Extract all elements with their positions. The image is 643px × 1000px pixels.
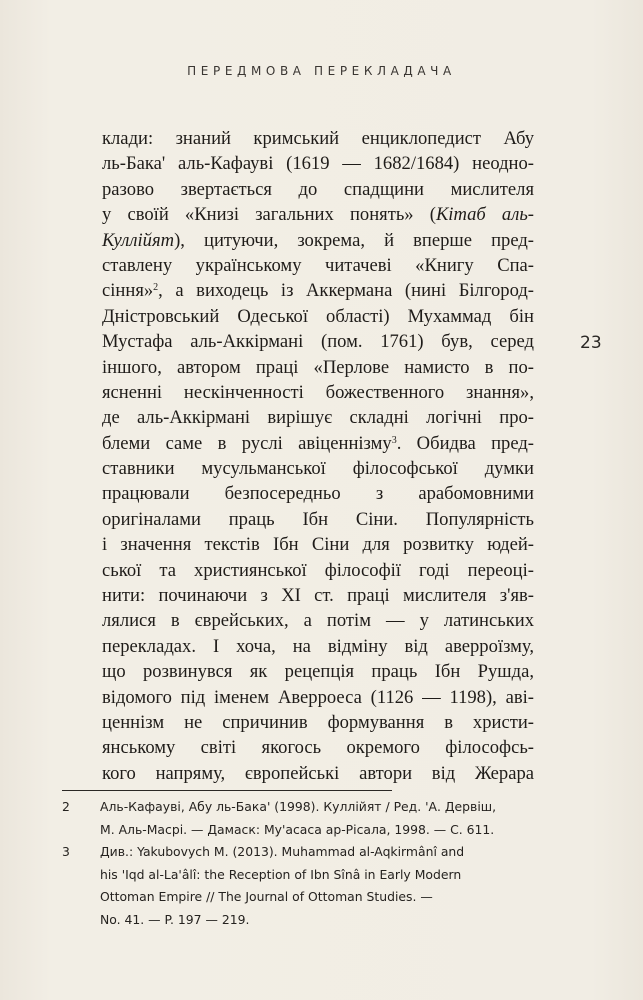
footnote-divider	[62, 790, 392, 791]
text-line	[102, 278, 534, 303]
text-line: разово звертається до спадщини мислителя	[102, 178, 534, 200]
text-line: працювали безпосередньо з арабомовними	[102, 483, 534, 505]
footnote	[62, 796, 532, 841]
text-line	[102, 431, 534, 456]
page-number: 23	[580, 333, 602, 353]
text-line: оригіналами праць Ібн Сіни. Популярність	[102, 508, 534, 530]
footnote-line: his 'Iqd al-La'âlî: the Reception of Ibn Sînâ in Early Modern	[100, 866, 462, 882]
text-line: Мустафа аль-Аккірмані (пом. 1761) був, серед	[102, 331, 534, 353]
text-line: де аль-Аккірмані вирішує складні логічні про-	[102, 407, 534, 429]
footnote-number: 3	[62, 844, 70, 859]
text-line: ської та християнської філософії годі переоці-	[102, 559, 534, 581]
footnote	[62, 841, 532, 931]
text-line	[102, 228, 534, 253]
footnote-marker: 3	[391, 434, 397, 446]
text-segment: сіння»	[102, 280, 154, 302]
footnote-line: Аль-Кафауві, Абу ль-Бака' (1998). Куллійят / Ред. 'А. Дервіш,	[100, 799, 497, 814]
footnote-marker: 2	[153, 282, 159, 294]
footnote-number: 2	[62, 799, 70, 814]
footnote-line: М. Аль-Масрі. — Дамаск: Му'асаса ар-Рісала, 1998. — С. 611.	[100, 821, 495, 837]
text-segment: у своїй «Книзі загальних понять» (	[102, 204, 436, 226]
text-line: ль-Бака' аль-Кафауві (1619 — 1682/1684) неодно-	[102, 153, 534, 175]
footnotes	[62, 796, 532, 931]
text-line: янському світі якогось окремого філософсь-	[102, 737, 534, 759]
text-line: клади: знаний кримський енциклопедист Абу	[102, 128, 534, 149]
text-segment: ), цитуючи, зокрема, й вперше пред-	[174, 229, 534, 251]
footnote-line: No. 41. — P. 197 — 219.	[100, 911, 250, 927]
text-line: кого напряму, європейські автори від Жерара	[102, 762, 534, 784]
text-segment: . Обидва пред-	[396, 432, 534, 454]
text-line: ставлену українському читачеві «Книгу Спа-	[102, 254, 534, 276]
footnote-line: Ottoman Empire // The Journal of Ottoman Studies. —	[100, 889, 433, 904]
footnote-line: Див.: Yakubovych M. (2013). Muhammad al-Aqkirmânî and	[100, 844, 465, 859]
text-segment: блеми саме в руслі авіценнізму	[102, 432, 392, 454]
italic-title: Кітаб аль-	[435, 204, 534, 226]
text-line: нити: починаючи з XI ст. праці мислителя з'яв-	[102, 585, 534, 607]
text-line: іншого, автором праці «Перлове намисто в по-	[102, 356, 534, 378]
text-line: перекладах. І хоча, на відміну від аверроїзму,	[102, 635, 534, 657]
text-line: ставники мусульманської філософської думки	[102, 458, 534, 480]
text-segment: , а виходець із Аккермана (нині Білгород-	[158, 280, 534, 302]
text-line: лялися в єврейських, а потім — у латинських	[102, 610, 534, 632]
text-line: що розвинувся як рецепція праць Ібн Рушда,	[102, 661, 534, 683]
running-head: ПЕРЕДМОВА ПЕРЕКЛАДАЧА	[187, 64, 456, 78]
text-line: ясненні нескінченності божественного знання»,	[102, 381, 534, 403]
text-line	[102, 202, 534, 227]
text-line: ценнізм не спричинив формування в христи-	[102, 711, 534, 733]
text-line: і значення текстів Ібн Сіни для розвитку юдей-	[102, 534, 534, 556]
text-line: відомого під іменем Аверроеса (1126 — 1198), аві-	[102, 686, 534, 708]
italic-title: Куллійят	[102, 229, 175, 251]
text-line: Дністровський Одеської області) Мухаммад бін	[102, 305, 534, 327]
main-text	[102, 126, 534, 786]
